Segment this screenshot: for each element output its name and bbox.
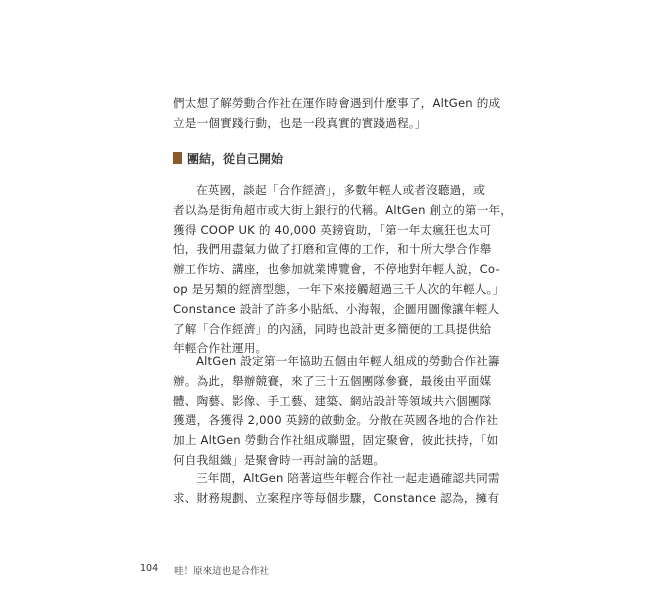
heading-marker-icon (173, 152, 182, 164)
text-line: 何自我組織」是聚會時一再討論的話題。 (173, 452, 386, 467)
text-line: Constance 設計了許多小貼紙、小海報，企圖用圖像讓年輕人 (173, 301, 500, 316)
text-line: 立是一個實踐行動，也是一段真實的實踐過程。」 (173, 115, 427, 130)
text-line: 求、財務規劃、立案程序等每個步驟，Constance 認為，擁有 (173, 490, 500, 505)
page-footer (140, 563, 269, 577)
text-line: AltGen 設定第一年協助五個由年輕人組成的勞動合作社籌 (196, 354, 500, 368)
text-line: op 是另類的經濟型態，一年下來接觸超過三千人次的年輕人。」 (173, 281, 505, 296)
page-number: 104 (140, 563, 159, 574)
text-line: 辦。為此，舉辦競賽，來了三十五個團隊參賽，最後由平面媒 (173, 373, 492, 388)
section-heading-text: 團結，從自己開始 (187, 151, 284, 166)
section-heading (173, 150, 283, 166)
text-line: 者以為是街角超市或大街上銀行的代稱。AltGen 創立的第一年， (173, 202, 513, 217)
text-line: 辦工作坊、講座，也參加就業博覽會，不停地對年輕人說，Co- (173, 262, 500, 277)
text-line: 體、陶藝、影像、手工藝、建築、網站設計等領域共六個團隊 (173, 393, 492, 408)
book-title: 哇！原來這也是合作社 (174, 566, 270, 577)
text-line: 在英國，談起「合作經濟」，多數年輕人或者沒聽過，或 (196, 183, 486, 197)
text-line: 獲選，各獲得 2,000 英鎊的啟動金。分散在英國各地的合作社 (173, 413, 499, 428)
text-line: 了解「合作經濟」的內涵，同時也設計更多簡便的工具提供給 (173, 321, 492, 336)
text-line: 怕，我們用盡氣力做了打磨和宣傳的工作，和十所大學合作舉 (173, 242, 492, 257)
text-line: 加上 AltGen 勞動合作社組成聯盟，固定聚會，彼此扶持，「如 (173, 433, 499, 448)
text-line: 三年間，AltGen 陪著這些年輕合作社一起走過確認共同需 (196, 471, 500, 485)
text-line: 獲得 COOP UK 的 40,000 英鎊資助，「第一年太瘋狂也太可 (173, 222, 492, 237)
paragraph-3 (173, 469, 500, 509)
paragraph-1 (173, 181, 513, 359)
intro-paragraph (173, 94, 501, 134)
text-line: 年輕合作社運用。 (173, 341, 268, 356)
paragraph-2 (173, 352, 500, 471)
text-line: 們太想了解勞動合作社在運作時會遇到什麼事了，AltGen 的成 (173, 96, 501, 110)
